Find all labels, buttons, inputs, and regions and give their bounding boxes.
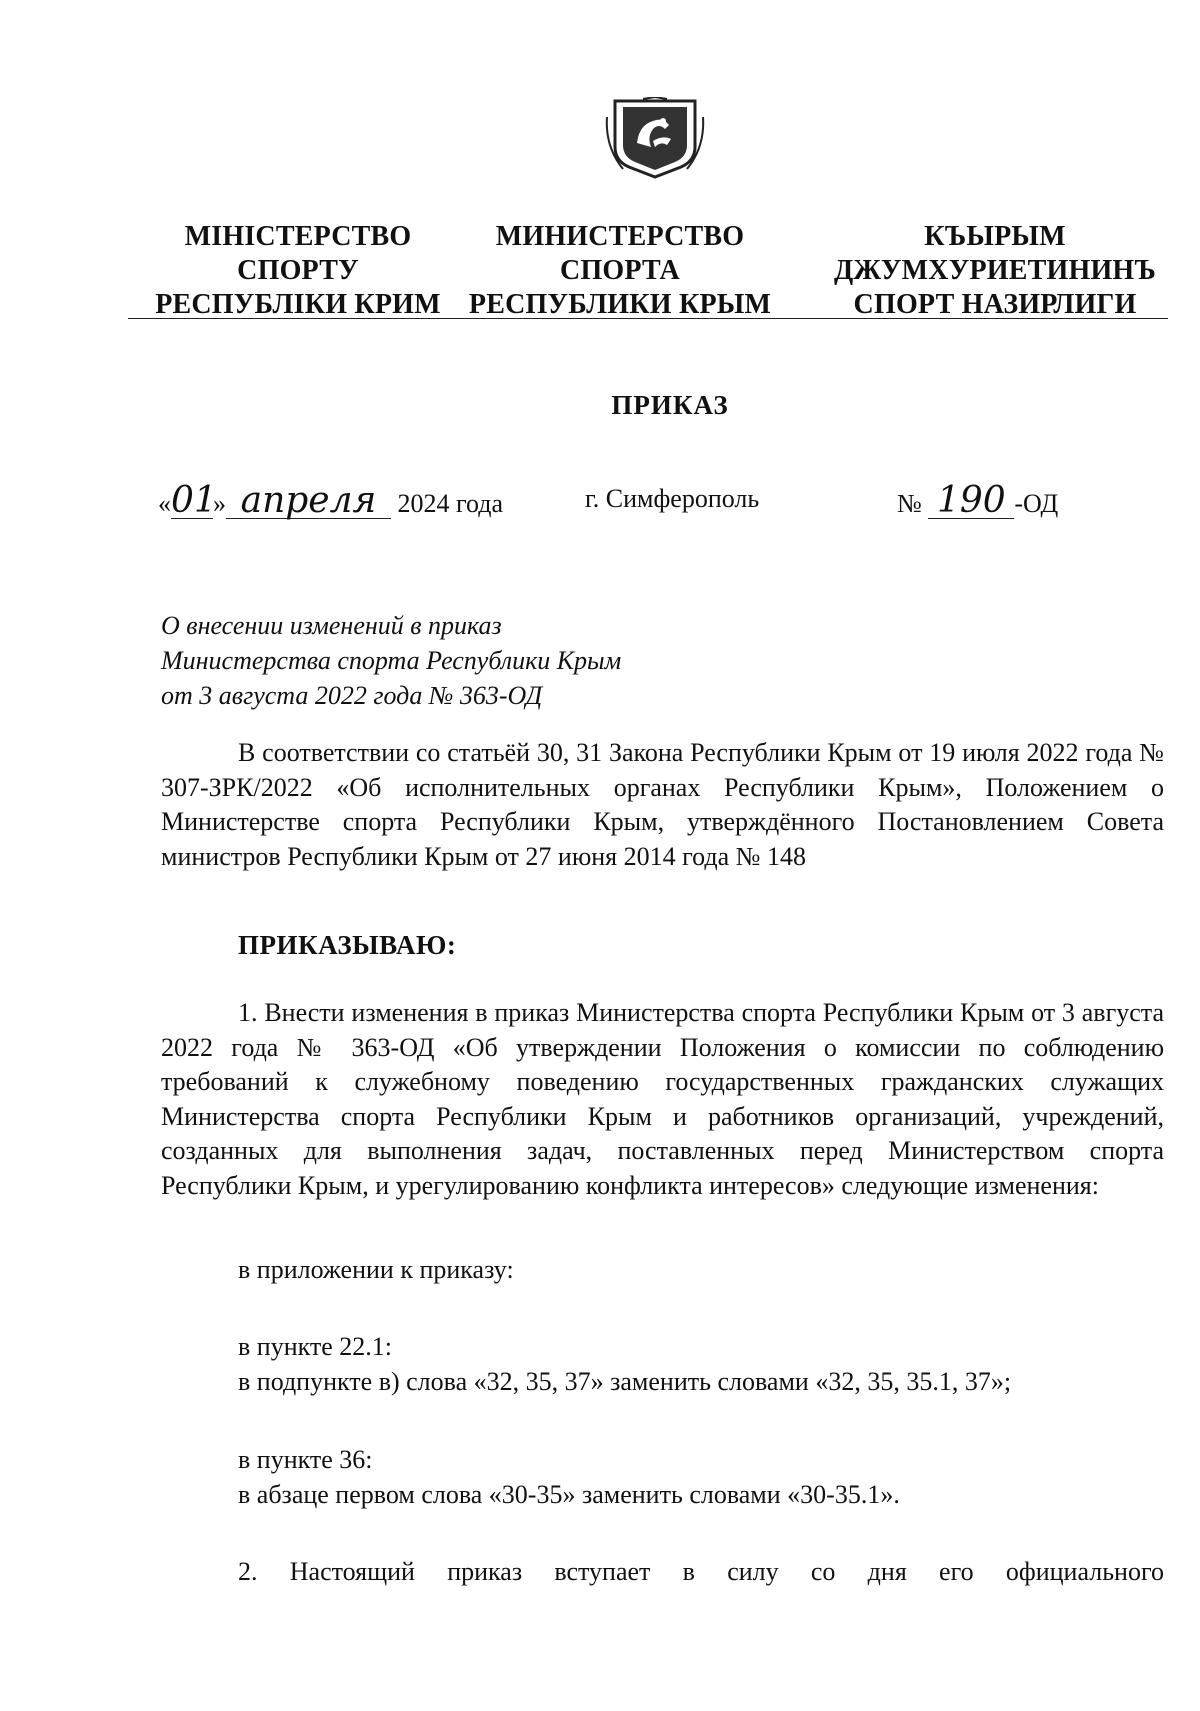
header-russian — [455, 220, 785, 322]
header-divider — [128, 318, 1168, 319]
item-2-paragraph: 2. Настоящий приказ вступает в силу со дня его официального — [238, 1557, 1164, 1586]
subject-line-1: О внесении изменений в приказ — [161, 611, 502, 640]
point-22-text: в подпункте в) слова «32, 35, 37» заменить словами «32, 35, 35.1, 37»; — [238, 1367, 1012, 1396]
subject-line-3: от 3 августа 2022 года № 363-ОД — [161, 681, 543, 710]
crimea-coat-of-arms-icon — [603, 97, 707, 181]
date-month-handwritten: апреля — [226, 484, 391, 519]
header-ru-line-1: МИНИСТЕРСТВО — [495, 221, 745, 252]
number-suffix: -ОД — [1014, 489, 1059, 518]
header-uk-line-3: РЕСПУБЛІКИ КРИМ — [155, 289, 441, 320]
header-ukrainian — [148, 220, 448, 322]
order-date — [158, 480, 504, 521]
header-ct-line-1: КЪЫРЫМ — [924, 221, 1066, 252]
order-city: г. Симферополь — [585, 484, 760, 513]
header-crimean-tatar — [800, 220, 1190, 322]
date-day-handwritten: 01 — [171, 480, 217, 521]
item-1-paragraph: 1. Внести изменения в приказ Министерства спорта Республики Крым от 3 августа 2022 года № 363-ОД «Об утверждении Положения о комиссии по соблюдению требований к служебному поведению государственных гражданских служащих Министерства спорта Республики Крым и работников организаций, учреждений, созданных для выполнения задач, поставленных перед Министерством спорта Республики Крым, и урегулированию конфликта интересов» следующие изменения: — [161, 998, 1164, 1200]
date-close-quote: » — [213, 489, 226, 518]
date-year: 2024 года — [397, 489, 504, 518]
number-handwritten: 190 — [928, 484, 1014, 519]
document-title: ПРИКАЗ — [611, 390, 729, 420]
point-22-heading: в пункте 22.1: — [238, 1332, 393, 1361]
annex-line: в приложении к приказу: — [238, 1255, 514, 1284]
header-ct-line-2: ДЖУМХУРИЕТИНИНЪ — [833, 255, 1157, 286]
preamble-paragraph: В соответствии со статьёй 30, 31 Закона Республики Крым от 19 июля 2022 года № 307-ЗРК/2022 «Об исполнительных органах Республики Крым», Положением о Министерстве спорта Республики Крым, утверждённого Постановлением Совета министров Республики Крым от 27 июня 2014 года № 148 — [161, 738, 1164, 871]
header-ct-line-3: СПОРТ НАЗИРЛИГИ — [853, 289, 1137, 320]
number-prefix: № — [897, 489, 922, 518]
point-36-text: в абзаце первом слова «30-35» заменить словами «30-35.1». — [238, 1480, 900, 1509]
order-keyword: ПРИКАЗЫВАЮ: — [238, 930, 457, 960]
order-subject — [161, 608, 621, 713]
header-ru-line-2: СПОРТА — [560, 255, 680, 286]
header-uk-line-2: СПОРТУ — [237, 255, 359, 286]
subject-line-2: Министерства спорта Республики Крым — [161, 646, 622, 675]
date-open-quote: « — [158, 489, 171, 518]
header-ru-line-3: РЕСПУБЛИКИ КРЫМ — [468, 289, 772, 320]
header-uk-line-1: МІНІСТЕРСТВО — [184, 221, 412, 252]
order-number — [897, 480, 1059, 521]
point-36-heading: в пункте 36: — [238, 1445, 373, 1474]
